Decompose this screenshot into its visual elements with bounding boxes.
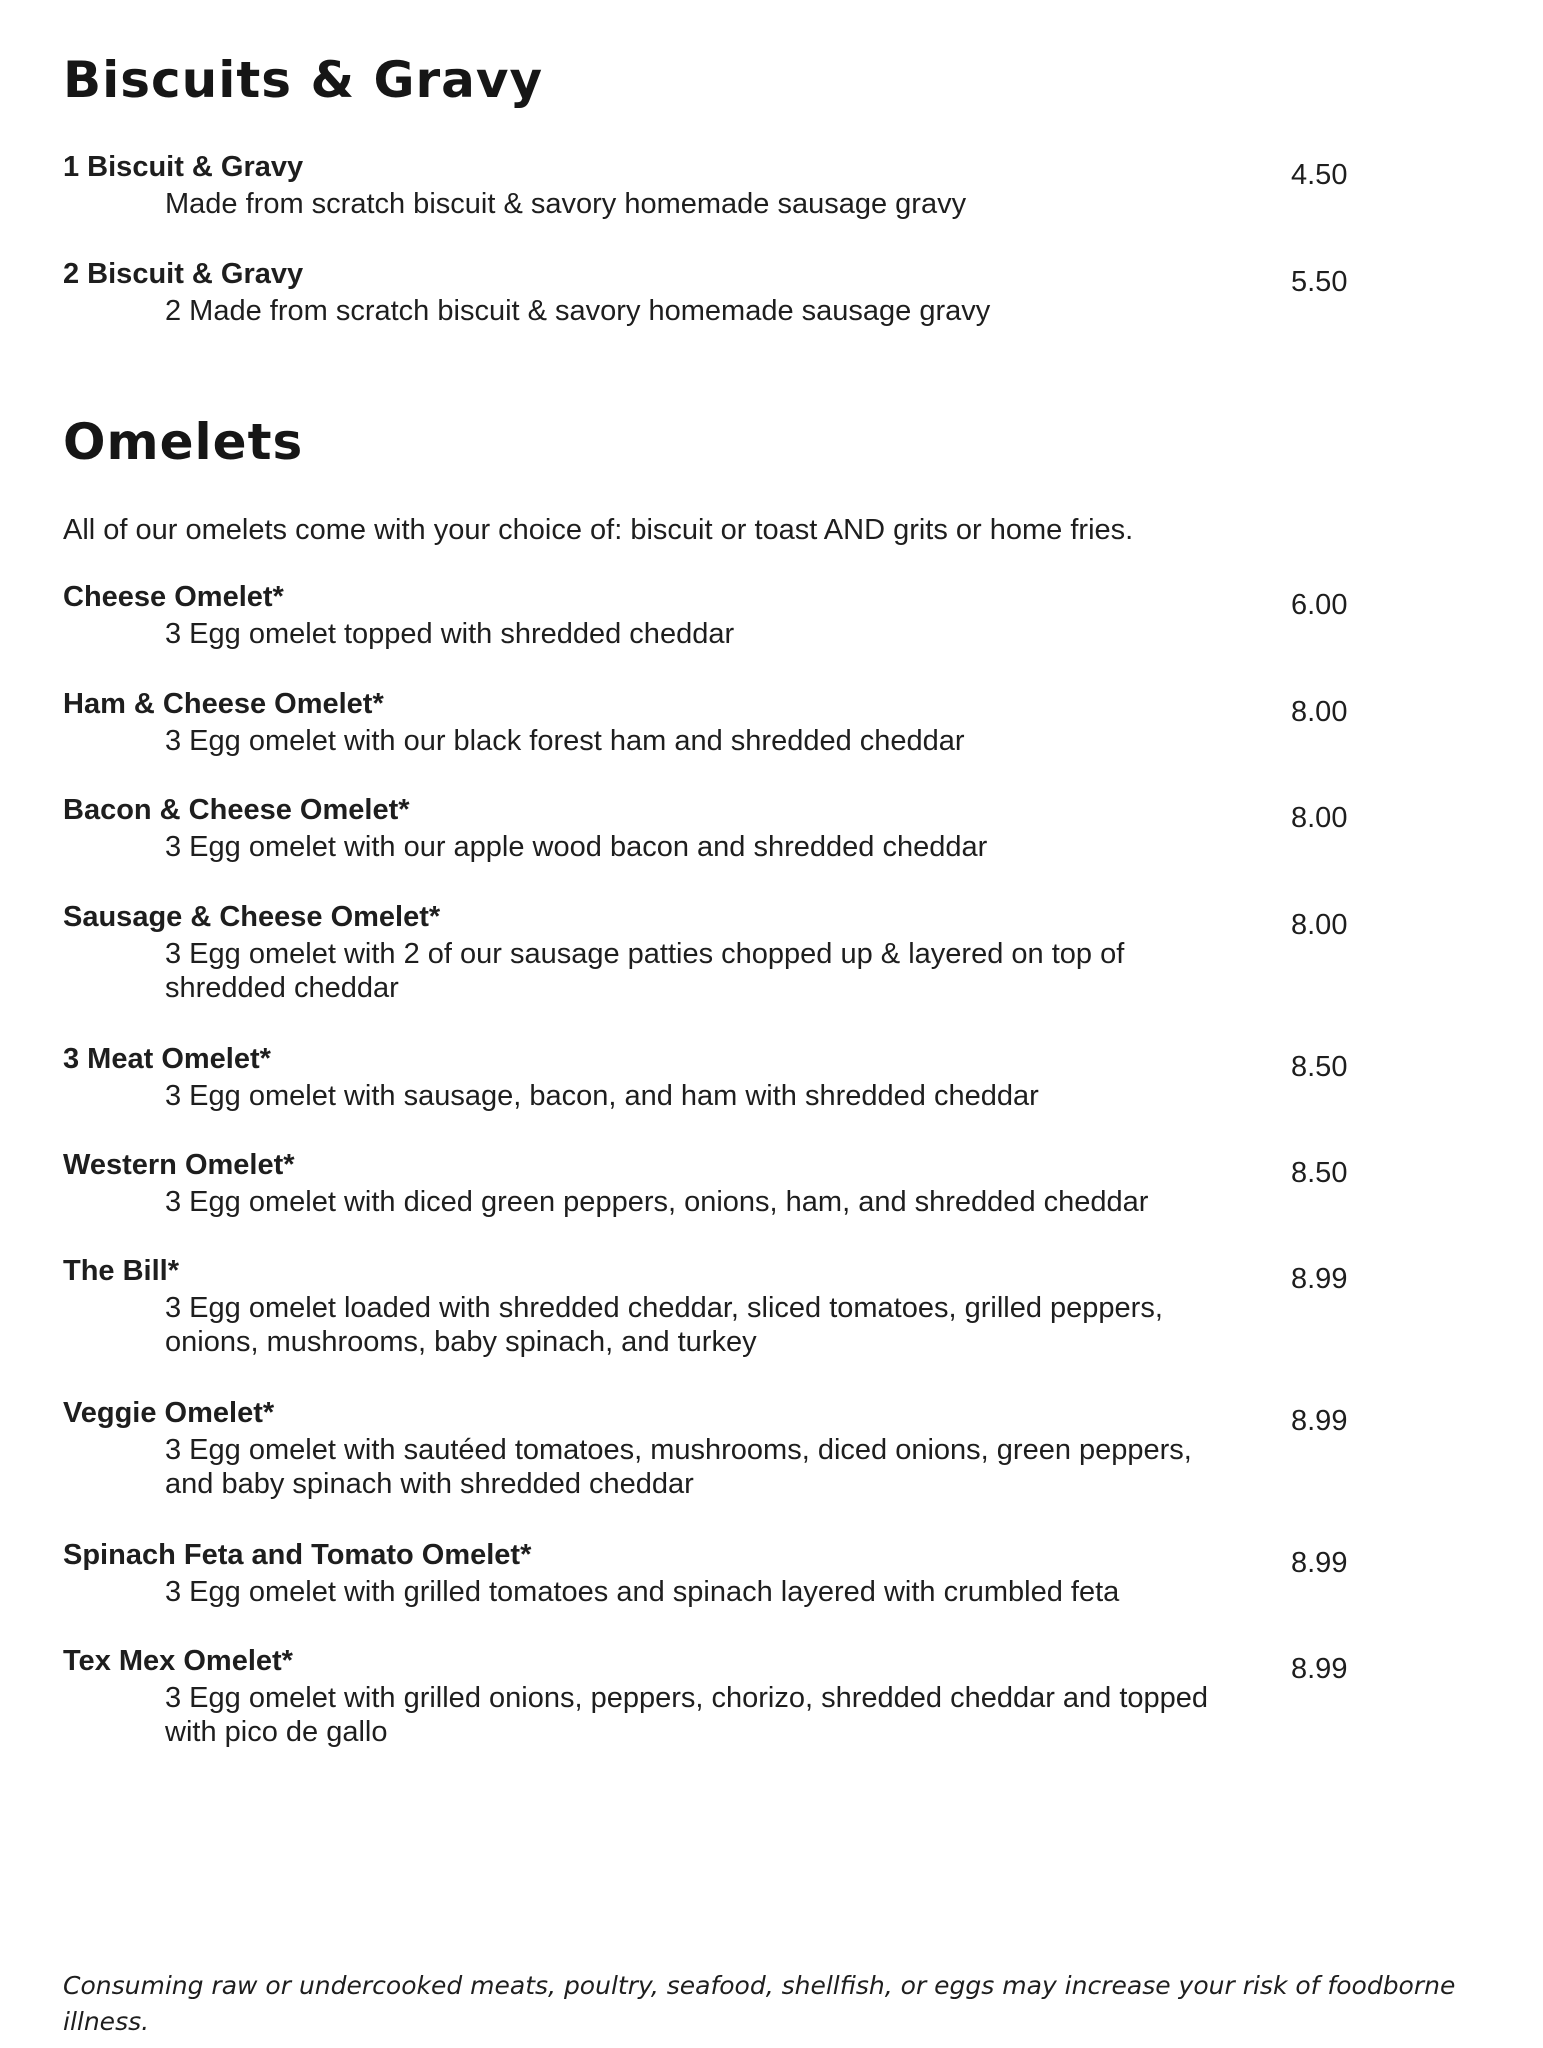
item-price: 8.99 xyxy=(1291,1263,1348,1295)
item-description: 3 Egg omelet with grilled tomatoes and spinach layered with crumbled feta xyxy=(165,1576,1120,1608)
item-description: 3 Egg omelet with sautéed tomatoes, mushrooms, diced onions, green peppers, and baby spinach with shredded cheddar xyxy=(165,1434,1192,1500)
item-name: Spinach Feta and Tomato Omelet* xyxy=(63,1539,532,1571)
section-title-omelets: Omelets xyxy=(63,413,304,471)
item-price: 8.99 xyxy=(1291,1653,1348,1685)
item-price: 8.99 xyxy=(1291,1547,1348,1579)
item-name: Sausage & Cheese Omelet* xyxy=(63,901,441,933)
item-name: Veggie Omelet* xyxy=(63,1397,275,1429)
foodborne-illness-disclaimer: Consuming raw or undercooked meats, poultry, seafood, shellfish, or eggs may increase your risk of foodborne illness. xyxy=(63,1971,1456,2036)
item-name: 2 Biscuit & Gravy xyxy=(63,258,304,290)
item-description: 3 Egg omelet with 2 of our sausage patties chopped up & layered on top of shredded cheddar xyxy=(165,938,1125,1004)
item-price: 8.00 xyxy=(1291,696,1348,728)
item-description: 3 Egg omelet with grilled onions, peppers, chorizo, shredded cheddar and topped with pico de gallo xyxy=(165,1682,1209,1748)
item-name: Western Omelet* xyxy=(63,1149,295,1181)
item-description: 2 Made from scratch biscuit & savory homemade sausage gravy xyxy=(165,295,991,327)
item-price: 8.99 xyxy=(1291,1405,1348,1437)
item-name: Ham & Cheese Omelet* xyxy=(63,688,384,720)
item-price: 6.00 xyxy=(1291,589,1348,621)
item-description: 3 Egg omelet with sausage, bacon, and ham with shredded cheddar xyxy=(165,1080,1039,1112)
item-description: Made from scratch biscuit & savory homemade sausage gravy xyxy=(165,188,967,220)
item-name: 1 Biscuit & Gravy xyxy=(63,151,304,183)
omelets-intro: All of our omelets come with your choice of: biscuit or toast AND grits or home fries. xyxy=(63,514,1134,546)
item-price: 8.50 xyxy=(1291,1157,1348,1189)
item-price: 4.50 xyxy=(1291,159,1348,191)
item-name: 3 Meat Omelet* xyxy=(63,1043,271,1075)
item-price: 5.50 xyxy=(1291,266,1348,298)
item-price: 8.00 xyxy=(1291,802,1348,834)
item-description: 3 Egg omelet with our apple wood bacon and shredded cheddar xyxy=(165,831,988,863)
item-price: 8.50 xyxy=(1291,1051,1348,1083)
item-description: 3 Egg omelet loaded with shredded cheddar, sliced tomatoes, grilled peppers, onions, mushrooms, baby spinach, and turkey xyxy=(165,1292,1163,1358)
item-name: Cheese Omelet* xyxy=(63,581,284,613)
item-description: 3 Egg omelet topped with shredded cheddar xyxy=(165,618,735,650)
section-title-biscuits: Biscuits & Gravy xyxy=(63,51,544,109)
item-name: Tex Mex Omelet* xyxy=(63,1645,293,1677)
item-name: The Bill* xyxy=(63,1255,180,1287)
item-name: Bacon & Cheese Omelet* xyxy=(63,794,410,826)
item-price: 8.00 xyxy=(1291,909,1348,941)
item-description: 3 Egg omelet with diced green peppers, onions, ham, and shredded cheddar xyxy=(165,1186,1149,1218)
item-description: 3 Egg omelet with our black forest ham and shredded cheddar xyxy=(165,725,965,757)
